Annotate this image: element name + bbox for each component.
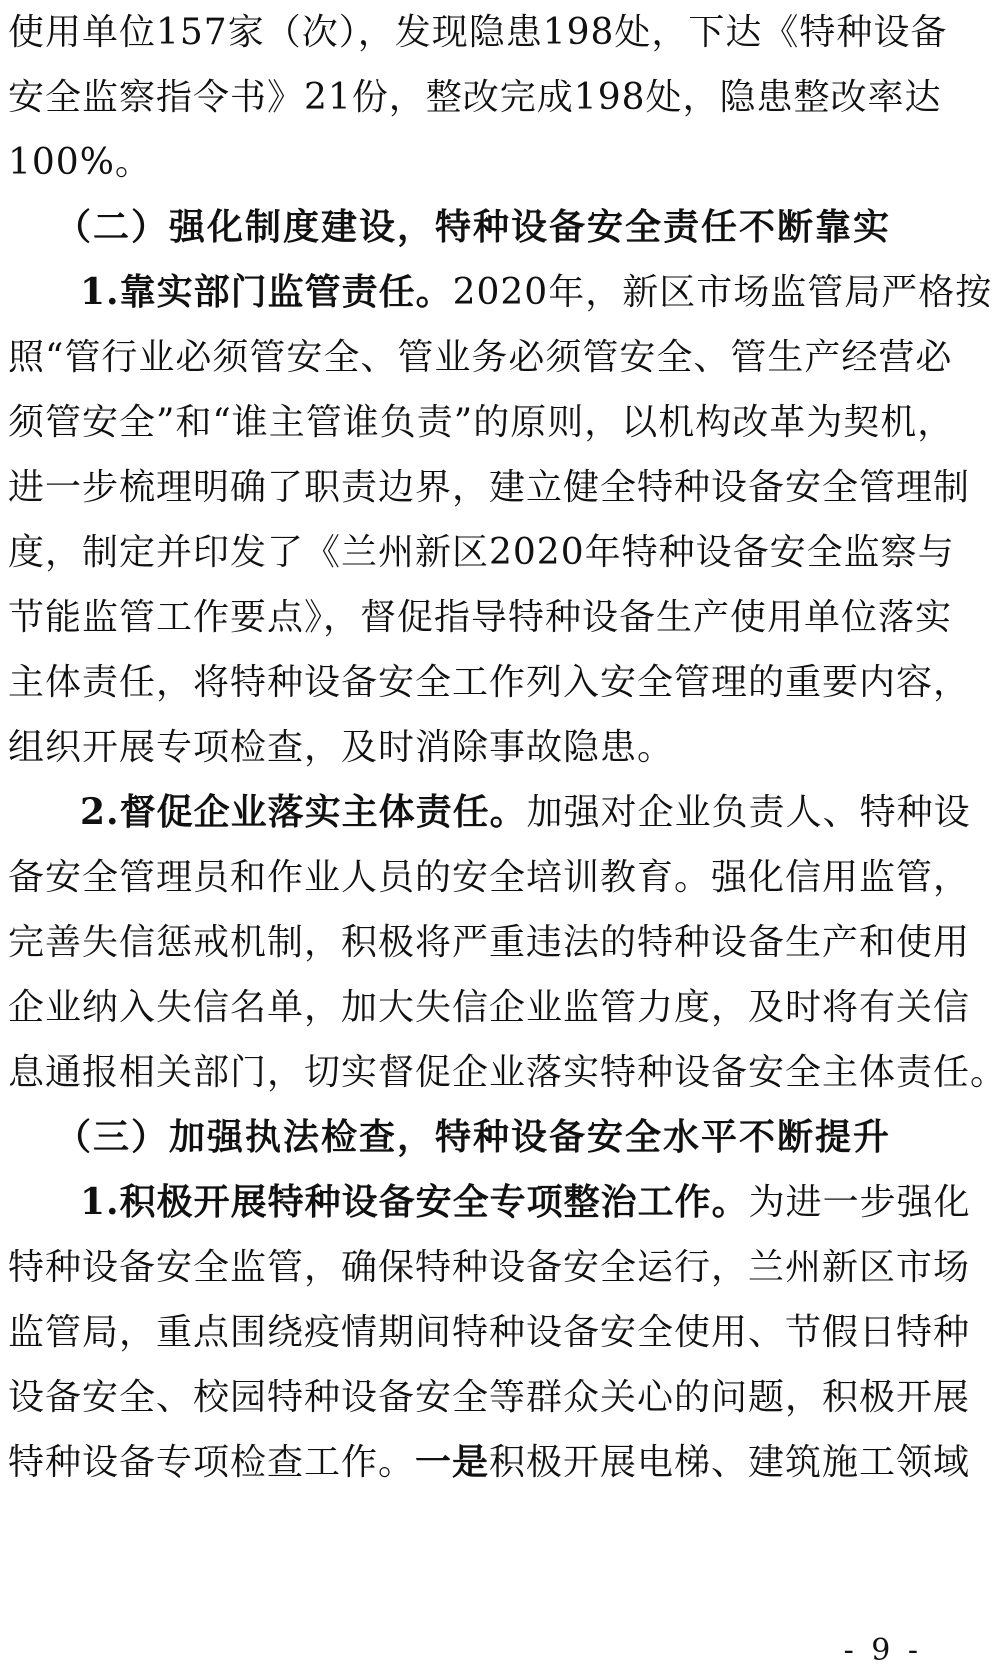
body-line: 企业纳入失信名单，加大失信企业监管力度，及时将有关信	[8, 987, 971, 1028]
body-line: 主体责任，将特种设备安全工作列入安全管理的重要内容，	[8, 662, 971, 703]
item-text: 特种设备专项检查工作。	[8, 1442, 416, 1483]
body-line: 息通报相关部门，切实督促企业落实特种设备安全主体责任。	[8, 1052, 1007, 1093]
item-emphasis: 一是	[415, 1441, 490, 1483]
body-line: 完善失信惩戒机制，积极将严重违法的特种设备生产和使用	[8, 922, 971, 963]
body-line: 照“管行业必须管安全、管业务必须管安全、管生产经营必	[8, 337, 953, 378]
body-line	[8, 1170, 971, 1235]
body-line: 100%。	[8, 142, 152, 183]
item-text: 加强对企业负责人、特种设	[526, 792, 971, 833]
body-line	[8, 260, 993, 325]
body-line: 监管局，重点围绕疫情期间特种设备安全使用、节假日特种	[8, 1312, 971, 1353]
body-line: 度，制定并印发了《兰州新区2020年特种设备安全监察与	[8, 532, 955, 573]
body-line: 节能监管工作要点》，督促指导特种设备生产使用单位落实	[8, 597, 953, 638]
page-number: - 9 -	[843, 1633, 922, 1668]
item-title: 1.积极开展特种设备安全专项整治工作。	[80, 1181, 749, 1223]
body-line: 使用单位157家（次），发现隐患198处，下达《特种设备	[8, 12, 948, 53]
body-line: 特种设备安全监管，确保特种设备安全运行，兰州新区市场	[8, 1247, 971, 1288]
item-text: 2020年，新区市场监管局严格按	[452, 272, 993, 313]
item-text: 积极开展电梯、建筑施工领域	[489, 1442, 971, 1483]
body-line: 进一步梳理明确了职责边界，建立健全特种设备安全管理制	[8, 467, 971, 508]
section-heading-3: （三）加强执法检查，特种设备安全水平不断提升	[54, 1116, 891, 1158]
body-line: 须管安全”和“谁主管谁负责”的原则，以机构改革为契机，	[8, 402, 955, 443]
section-heading-2: （二）强化制度建设，特种设备安全责任不断靠实	[54, 206, 891, 248]
body-line: 设备安全、校园特种设备安全等群众关心的问题，积极开展	[8, 1377, 971, 1418]
body-line: 安全监察指令书》21份，整改完成198处，隐患整改率达	[8, 77, 942, 118]
body-line: 备安全管理员和作业人员的安全培训教育。强化信用监管，	[8, 857, 971, 898]
document-body	[8, 0, 1007, 1495]
item-title: 1.靠实部门监管责任。	[80, 271, 453, 313]
body-line: 组织开展专项检查，及时消除事故隐患。	[8, 727, 675, 768]
body-line	[8, 1430, 971, 1495]
item-title: 2.督促企业落实主体责任。	[80, 791, 527, 833]
item-text: 为进一步强化	[748, 1182, 971, 1223]
body-line	[8, 780, 971, 845]
